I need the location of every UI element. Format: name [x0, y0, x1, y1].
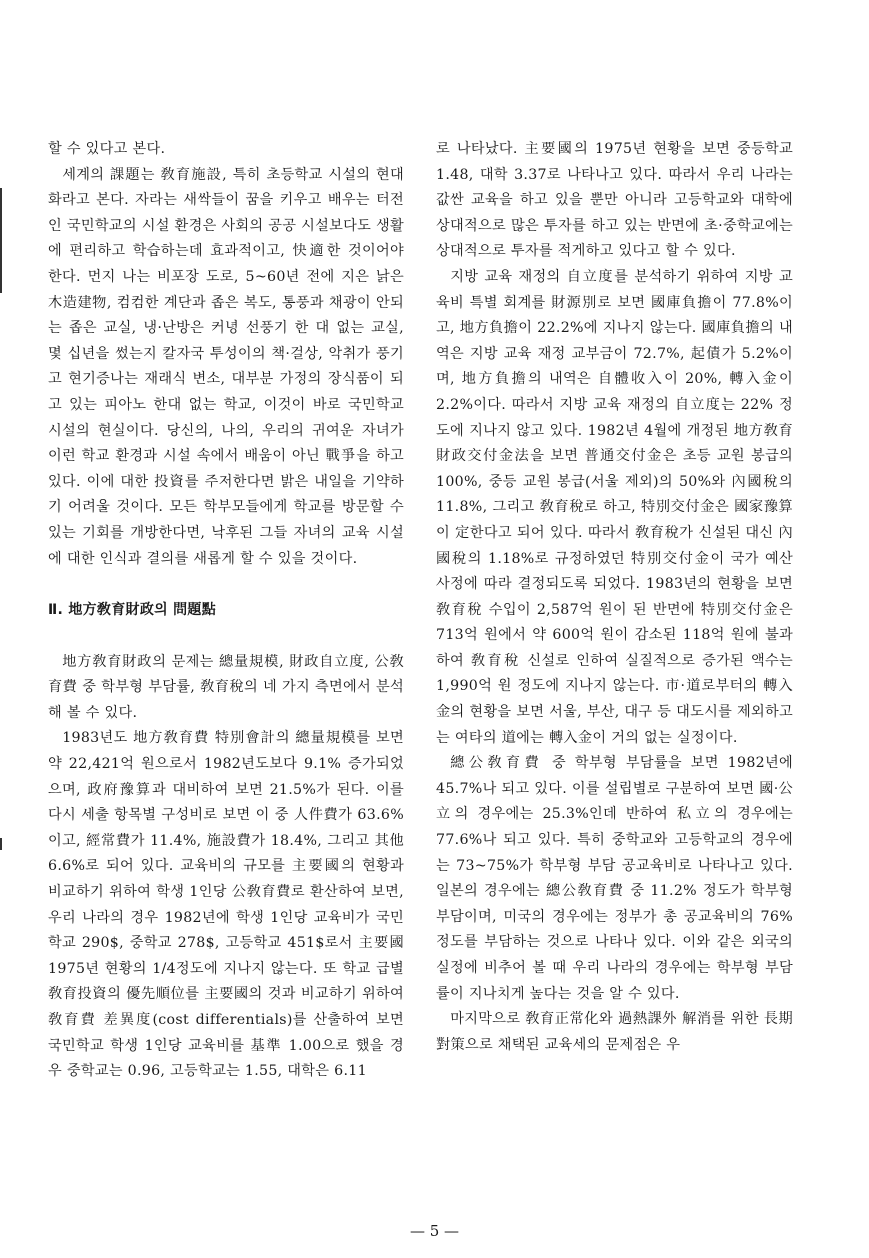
paragraph: 로 나타났다. 主要國의 1975년 현황을 보면 중등학교 1.48, 대학 3.37로 나타나고 있다. 따라서 우리 나라는 값싼 교육을 하고 있을 뿐만 아니라 고등학교와 대학에 상대적으로 많은 투자를 하고 있는 반면에 초·중학교에는 상대적으로 투자를 적게하고 있다고 할 수 있다.	[436, 141, 793, 260]
paragraph: 總公敎育費 중 학부형 부담률을 보면 1982년에 45.7%나 되고 있다. 이를 설립별로 구분하여 보면 國·公立의 경우에는 25.3%인데 반하여 私立의 경우에는 77.6%나 되고 있다. 특히 중학교와 고등학교의 경우에는 73~75%가 학부형 부담 공교육비로 나타나고 있다. 일본의 경우에는 總公敎育費 중 11.2% 정도가 학부형 부담이며, 미국의 경우에는 정부가 총 공교육비의 76% 정도를 부담하는 것으로 나타나 있다. 이와 같은 외국의 실정에 비추어 볼 때 우리 나라의 경우에는 학부형 부담률이 지나치게 높다는 것을 알 수 있다.	[436, 755, 793, 1002]
scan-margin-mark	[0, 838, 2, 850]
paragraph: 마지막으로 敎育正常化와 過熱課外 解消를 위한 長期對策으로 채택된 교육세의 문제점은 우	[436, 1011, 793, 1053]
scan-margin-mark	[0, 188, 2, 293]
paragraph: 地方敎育財政의 문제는 總量規模, 財政自立度, 公敎育費 중 학부형 부담률, 敎育稅의 네 가지 측면에서 분석해 볼 수 있다.	[48, 653, 404, 721]
page-number: — 5 —	[409, 1222, 460, 1240]
paragraph: 할 수 있다고 본다.	[48, 141, 166, 157]
paragraph: 지방 교육 재정의 自立度를 분석하기 위하여 지방 교육비 특별 회계를 財源別로 보면 國庫負擔이 77.8%이고, 地方負擔이 22.2%에 지나지 않는다. 國庫負擔의 내역은 지방 교육 재정 교부금이 72.7%, 起債가 5.2%이며, 地方負擔의 내역은 自體收入이 20%, 轉入金이 2.2%이다. 따라서 지방 교육 재정의 自立度는 22% 정도에 지나지 않고 있다. 1982년 4월에 개정된 地方敎育財政交付金法을 보면 普通交付金은 초등 교원 봉급의 100%, 중등 교원 봉급(서울 제외)의 50%와 內國稅의 11.8%, 그리고 敎育稅로 하고, 特別交付金은 國家豫算이 定한다고 되어 있다. 따라서 敎育稅가 신설된 대신 內國稅의 1.18%로 규정하였던 特別交付金이 국가 예산 사정에 따라 결정되도록 되었다. 1983년의 현황을 보면 敎育稅 수입이 2,587억 원이 된 반면에 特別交付金은 713억 원에서 약 600억 원이 감소된 118억 원에 불과하여 敎育稅 신설로 인하여 실질적으로 증가된 액수는 1,990억 원 정도에 지나지 않는다. 市·道로부터의 轉入金의 현황을 보면 서울, 부산, 대구 등 대도시를 제외하고는 여타의 道에는 轉入金이 거의 없는 실정이다.	[436, 268, 793, 746]
right-column	[436, 137, 793, 1058]
paragraph: 1983년도 地方敎育費 特別會計의 總量規模를 보면 약 22,421억 원으로서 1982년도보다 9.1% 증가되었으며, 政府豫算과 대비하여 보면 21.5%가 된다. 이를 다시 세출 항목별 구성비로 보면 이 중 人件費가 63.6%이고, 經常費가 11.4%, 施設費가 18.4%, 그리고 其他 6.6%로 되어 있다. 교육비의 규모를 主要國의 현황과 비교하기 위하여 학생 1인당 公敎育費로 환산하여 보면, 우리 나라의 경우 1982년에 학생 1인당 교육비가 국민학교 290$, 중학교 278$, 고등학교 451$로서 主要國 1975년 현황의 1/4정도에 지나지 않는다. 또 학교 급별 敎育投資의 優先順位를 主要國의 것과 비교하기 위하여 敎育費 差異度(cost differentials)를 산출하여 보면 국민학교 학생 1인당 교육비를 基準 1.00으로 했을 경우 중학교는 0.96, 고등학교는 1.55, 대학은 6.11	[48, 730, 404, 1080]
section-heading: Ⅱ. 地方敎育財政의 問題點	[48, 602, 217, 619]
paragraph: 세계의 課題는 敎育施設, 특히 초등학교 시설의 현대화라고 본다. 자라는 새싹들이 꿈을 키우고 배우는 터전인 국민학교의 시설 환경은 사회의 공공 시설보다도 생활에 편리하고 학습하는데 효과적이고, 快適한 것이어야 한다. 먼지 나는 비포장 도로, 5~60년 전에 지은 낡은 木造建物, 컴컴한 계단과 좁은 복도, 통풍과 채광이 안되는 좁은 교실, 냉·난방은 커녕 선풍기 한 대 없는 교실, 몇 십년을 썼는지 칼자국 투성이의 책·걸상, 악취가 풍기고 현기증나는 재래식 변소, 대부분 가정의 장식품이 되고 있는 피아노 한대 없는 학교, 이것이 바로 국민학교 시설의 현실이다. 당신의, 나의, 우리의 귀여운 자녀가 이런 학교 환경과 시설 속에서 배움이 아닌 戰爭을 하고 있다. 이에 대한 投資를 주저한다면 밝은 내일을 기약하기 어려울 것이다. 모든 학부모들에게 학교를 방문할 수 있는 기회를 개방한다면, 낙후된 그들 자녀의 교육 시설에 대한 인식과 결의를 새롭게 할 수 있을 것이다.	[48, 166, 404, 567]
left-column	[48, 137, 404, 1085]
